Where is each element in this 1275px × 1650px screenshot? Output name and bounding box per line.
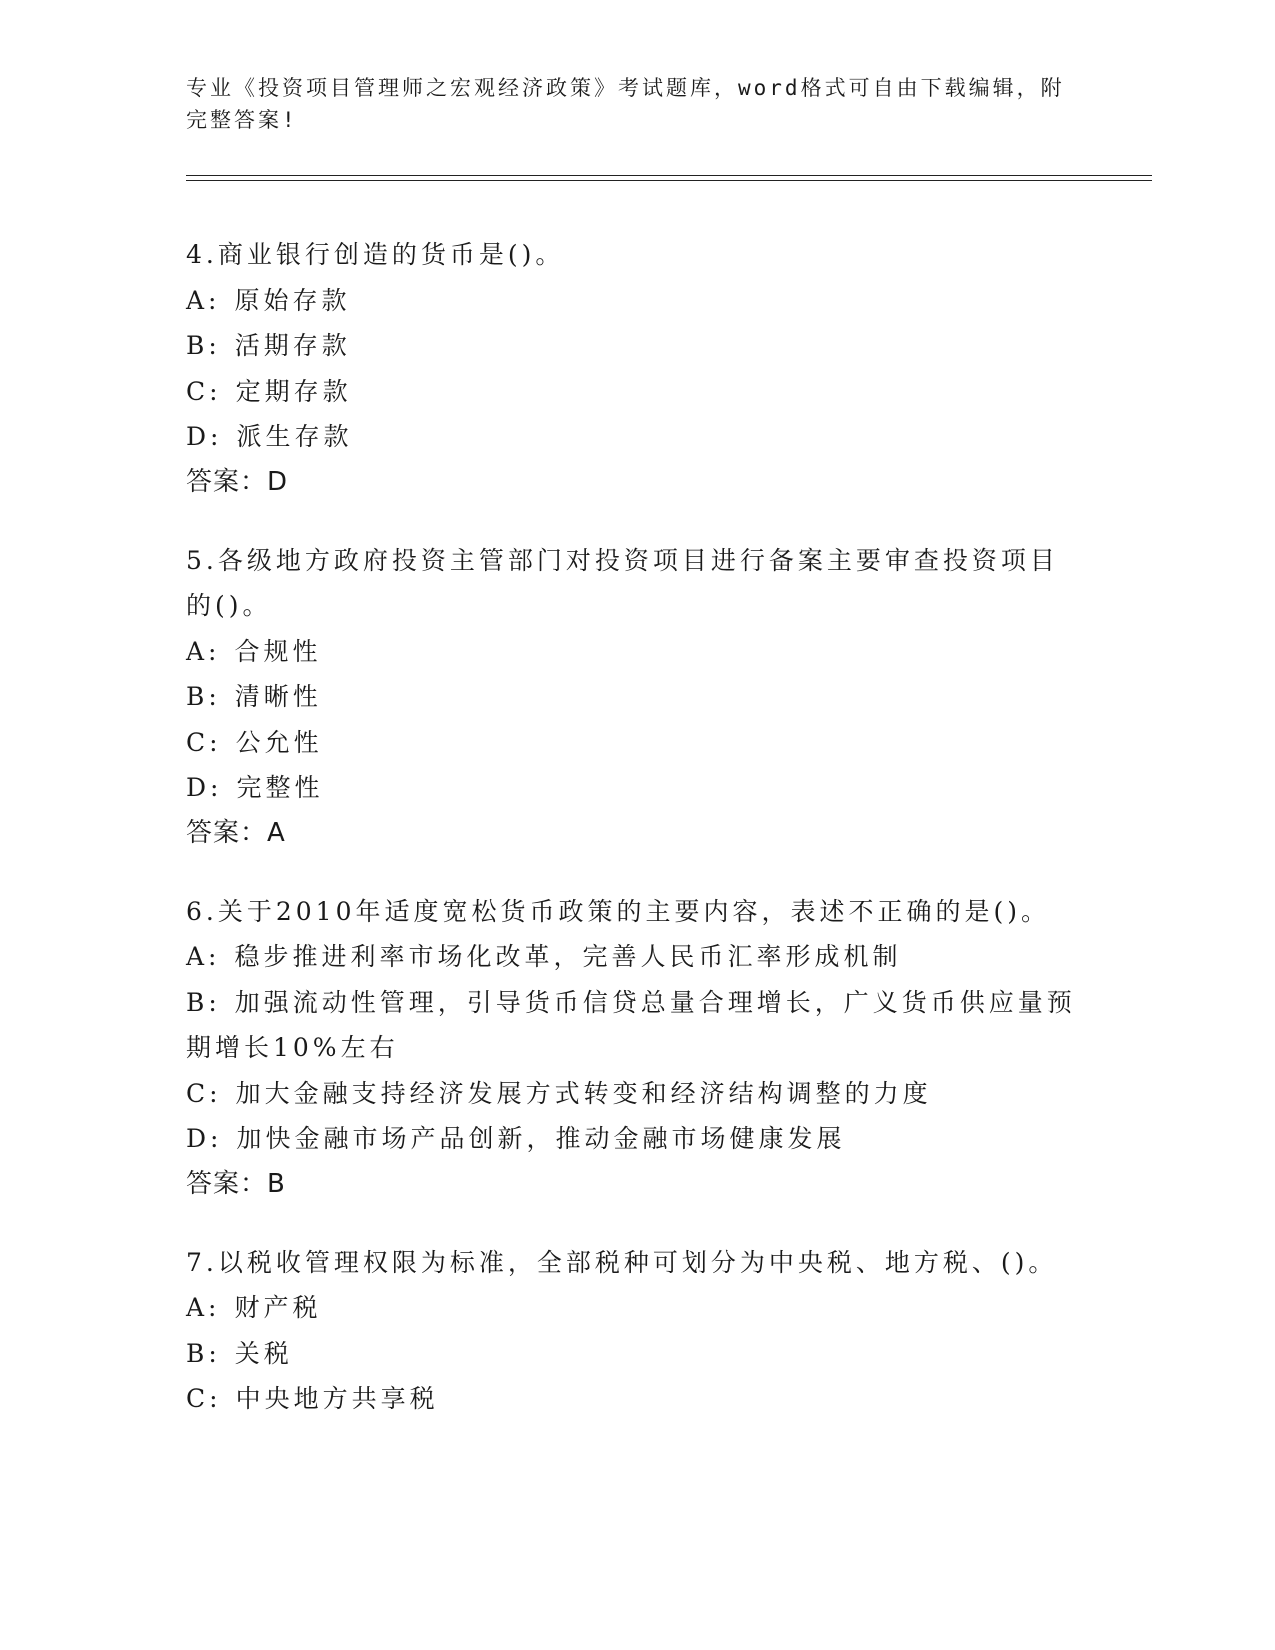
question-stem: 6.关于2010年适度宽松货币政策的主要内容，表述不正确的是()。 bbox=[186, 896, 1050, 926]
option-text: 财产税 bbox=[234, 1293, 322, 1322]
option-text: 定期存款 bbox=[235, 376, 352, 406]
option-text: 加快金融市场产品创新，推动金融市场健康发展 bbox=[236, 1124, 846, 1153]
option-label: B: bbox=[186, 987, 221, 1017]
option-d bbox=[186, 414, 1086, 460]
option-label: B: bbox=[186, 331, 221, 360]
option-text: 原始存款 bbox=[234, 285, 351, 315]
option-text: 关税 bbox=[234, 1338, 293, 1368]
question-stem: 5.各级地方政府投资主管部门对投资项目进行备案主要审查投资项目的()。 bbox=[186, 545, 1059, 620]
option-c bbox=[186, 1376, 1086, 1422]
option-text: 清晰性 bbox=[234, 682, 322, 711]
question-stem: 4.商业银行创造的货币是()。 bbox=[186, 240, 565, 269]
option-a bbox=[186, 278, 1086, 324]
option-text: 派生存款 bbox=[236, 422, 353, 451]
option-label: A: bbox=[186, 1293, 221, 1322]
question-list bbox=[186, 232, 1086, 1455]
option-label: D: bbox=[186, 422, 223, 451]
question-7 bbox=[186, 1240, 1086, 1422]
option-label: B: bbox=[186, 682, 221, 711]
answer: 答案：A bbox=[186, 817, 286, 848]
option-text: 中央地方共享税 bbox=[235, 1384, 439, 1413]
option-label: A: bbox=[186, 942, 221, 971]
header-rule-bottom bbox=[186, 180, 1152, 181]
option-text: 加强流动性管理，引导货币信贷总量合理增长，广义货币供应量预期增长10%左右 bbox=[186, 987, 1076, 1062]
option-label: C: bbox=[186, 727, 222, 757]
option-text: 活期存款 bbox=[234, 331, 351, 360]
option-b bbox=[186, 674, 1086, 720]
option-c bbox=[186, 1071, 1086, 1117]
answer: 答案：B bbox=[186, 1168, 286, 1199]
option-a bbox=[186, 934, 1086, 980]
option-label: A: bbox=[186, 285, 221, 315]
option-b bbox=[186, 980, 1086, 1071]
question-stem: 7.以税收管理权限为标准，全部税种可划分为中央税、地方税、()。 bbox=[186, 1247, 1058, 1277]
option-b bbox=[186, 1331, 1086, 1377]
option-label: D: bbox=[186, 773, 223, 802]
option-label: D: bbox=[186, 1124, 223, 1153]
option-text: 稳步推进利率市场化改革，完善人民币汇率形成机制 bbox=[234, 942, 902, 971]
question-5 bbox=[186, 538, 1086, 856]
option-label: C: bbox=[186, 1078, 222, 1108]
option-label: B: bbox=[186, 1338, 221, 1368]
option-d bbox=[186, 1116, 1086, 1162]
option-text: 加大金融支持经济发展方式转变和经济结构调整的力度 bbox=[235, 1078, 932, 1108]
option-text: 完整性 bbox=[236, 773, 324, 802]
option-text: 公允性 bbox=[235, 727, 323, 757]
question-6 bbox=[186, 889, 1086, 1207]
option-d bbox=[186, 765, 1086, 811]
option-a bbox=[186, 1285, 1086, 1331]
option-text: 合规性 bbox=[234, 636, 322, 666]
header-rule-top bbox=[186, 175, 1152, 176]
option-b bbox=[186, 323, 1086, 369]
option-a bbox=[186, 629, 1086, 675]
option-c bbox=[186, 369, 1086, 415]
question-4 bbox=[186, 232, 1086, 505]
option-label: C: bbox=[186, 1384, 222, 1413]
option-label: C: bbox=[186, 376, 222, 406]
option-label: A: bbox=[186, 636, 221, 666]
document-header: 专业《投资项目管理师之宏观经济政策》考试题库，word格式可自由下载编辑，附完整答案! bbox=[186, 76, 1065, 132]
answer: 答案：D bbox=[186, 466, 289, 497]
option-c bbox=[186, 720, 1086, 766]
